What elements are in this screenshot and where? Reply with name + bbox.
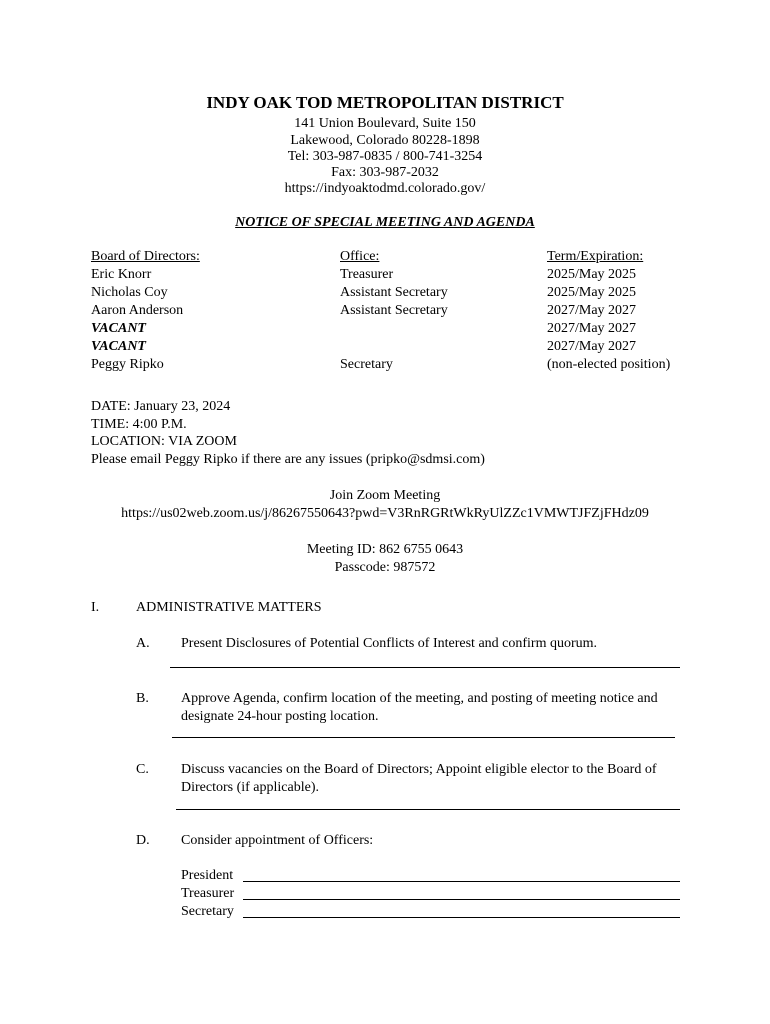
fax: Fax: 303-987-2032 <box>331 165 439 180</box>
board-office-column <box>340 248 448 374</box>
agenda-item-letter: C. <box>136 762 149 777</box>
agenda-item-text: Present Disclosures of Potential Conflicts of Interest and confirm quorum. <box>181 636 598 651</box>
director-term: 2025/May 2025 <box>547 267 637 282</box>
director-office <box>340 338 448 356</box>
telephone: Tel: 303-987-0835 / 800-741-3254 <box>287 149 483 164</box>
address-line-2: Lakewood, Colorado 80228-1898 <box>290 133 480 148</box>
zoom-passcode: Passcode: 987572 <box>334 560 436 575</box>
director-name: VACANT <box>91 339 146 354</box>
director-office: Assistant Secretary <box>340 285 448 300</box>
director-name: VACANT <box>91 321 146 336</box>
officer-label: President <box>181 868 234 883</box>
officer-secretary-line[interactable] <box>243 917 680 918</box>
director-term: 2027/May 2027 <box>547 303 637 318</box>
term-heading: Term/Expiration: <box>547 249 644 264</box>
officer-treasurer-line[interactable] <box>243 899 680 900</box>
director-term: 2025/May 2025 <box>547 285 637 300</box>
officer-president-row <box>181 867 233 885</box>
director-term: 2027/May 2027 <box>547 321 637 336</box>
director-office: Assistant Secretary <box>340 303 448 318</box>
agenda-item-letter: A. <box>136 636 150 651</box>
email-note: Please email Peggy Ripko if there are any issues (pripko@sdmsi.com) <box>91 452 485 467</box>
meeting-date: DATE: January 23, 2024 <box>91 399 231 414</box>
zoom-join-label: Join Zoom Meeting <box>329 488 441 503</box>
section-title: ADMINISTRATIVE MATTERS <box>136 600 322 615</box>
officer-secretary-row <box>181 903 234 921</box>
board-names-column <box>91 248 200 374</box>
answer-line <box>170 667 680 668</box>
agenda-item-letter: B. <box>136 691 149 706</box>
answer-line <box>172 737 675 738</box>
section-number: I. <box>91 600 100 615</box>
director-name: Nicholas Coy <box>91 285 168 300</box>
agenda-item-text: Discuss vacancies on the Board of Directors; Appoint eligible elector to the Board of Directors (if applicable). <box>181 762 657 795</box>
answer-line <box>176 809 680 810</box>
zoom-link[interactable]: https://us02web.zoom.us/j/86267550643?pwd=V3RnRGRtWkRyUlZZc1VMWTJFZjFHdz09 <box>121 506 649 521</box>
director-office: Secretary <box>340 357 393 372</box>
officer-label: Treasurer <box>181 886 235 901</box>
director-term: (non-elected position) <box>547 357 671 372</box>
director-name: Aaron Anderson <box>91 303 184 318</box>
board-directors-heading: Board of Directors: <box>91 249 200 264</box>
address-line-1: 141 Union Boulevard, Suite 150 <box>294 116 476 131</box>
director-name: Eric Knorr <box>91 267 152 282</box>
notice-title: NOTICE OF SPECIAL MEETING AND AGENDA <box>235 215 535 230</box>
director-office: Treasurer <box>340 267 394 282</box>
director-name: Peggy Ripko <box>91 357 164 372</box>
zoom-meeting-id: Meeting ID: 862 6755 0643 <box>306 542 464 557</box>
meeting-location: LOCATION: VIA ZOOM <box>91 434 237 449</box>
district-title: INDY OAK TOD METROPOLITAN DISTRICT <box>206 93 564 112</box>
agenda-item-text: Approve Agenda, confirm location of the meeting, and posting of meeting notice and designate 24-hour posting location. <box>181 691 658 724</box>
district-url[interactable]: https://indyoaktodmd.colorado.gov/ <box>284 181 486 196</box>
director-term: 2027/May 2027 <box>547 339 637 354</box>
director-office <box>340 320 448 338</box>
agenda-item-letter: D. <box>136 833 150 848</box>
agenda-item-text: Consider appointment of Officers: <box>181 833 374 848</box>
officer-label: Secretary <box>181 904 234 919</box>
meeting-time: TIME: 4:00 P.M. <box>91 417 187 432</box>
officer-treasurer-row <box>181 885 234 903</box>
officer-president-line[interactable] <box>243 881 680 882</box>
office-heading: Office: <box>340 249 380 264</box>
board-term-column <box>547 248 670 374</box>
